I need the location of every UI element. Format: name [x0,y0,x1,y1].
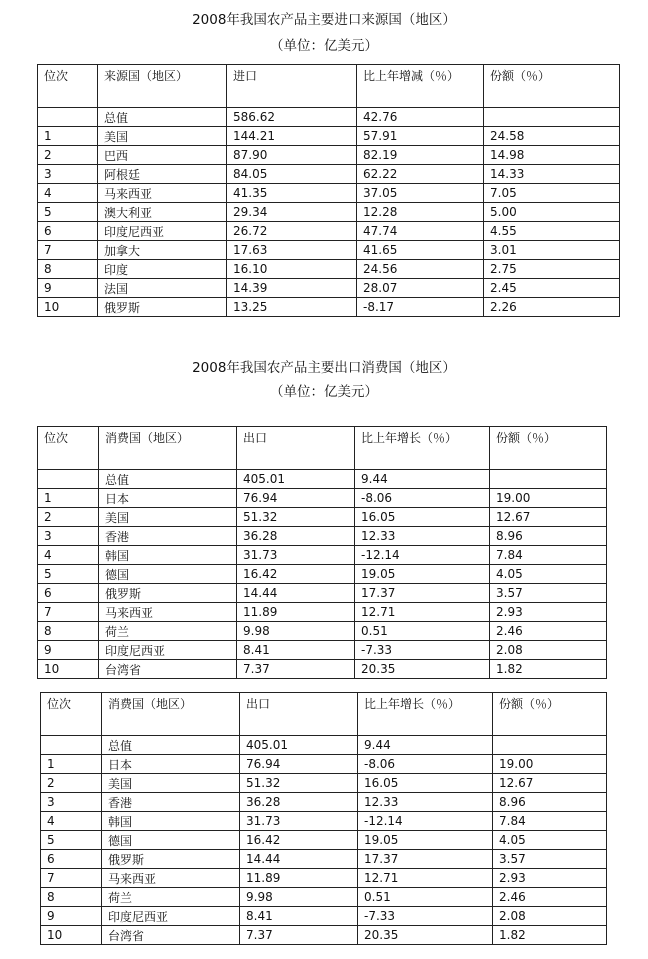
share-cell: 2.46 [490,622,607,641]
import-table-title: 2008年我国农产品主要进口来源国（地区） [192,12,456,28]
header-rank-cell: 位次 [38,65,98,108]
change-cell: 0.51 [355,622,490,641]
rank-cell: 7 [38,603,99,622]
country-cell: 日本 [102,755,240,774]
country-cell: 印度尼西亚 [98,222,227,241]
table-row [38,279,620,298]
header-rank-cell: 位次 [38,427,99,470]
share-cell: 3.57 [490,584,607,603]
header-rank-cell: 位次 [41,693,102,736]
table-row [41,812,607,831]
country-cell: 法国 [98,279,227,298]
amount-cell: 87.90 [227,146,357,165]
share-cell: 4.05 [493,831,607,850]
change-cell: -7.33 [355,641,490,660]
share-cell: 2.08 [493,907,607,926]
change-cell: 19.05 [355,565,490,584]
rank-cell: 5 [41,831,102,850]
rank-cell: 3 [38,165,98,184]
share-cell: 2.08 [490,641,607,660]
share-cell: 1.82 [490,660,607,679]
amount-cell: 36.28 [237,527,355,546]
share-cell: 12.67 [493,774,607,793]
amount-cell: 76.94 [237,489,355,508]
share-cell: 1.82 [493,926,607,945]
export-table [37,426,607,679]
amount-cell: 16.42 [237,565,355,584]
share-cell: 7.05 [484,184,620,203]
amount-cell: 51.32 [240,774,358,793]
share-cell: 2.93 [493,869,607,888]
change-cell: 82.19 [357,146,484,165]
share-cell: 12.67 [490,508,607,527]
rank-cell: 2 [38,146,98,165]
rank-cell: 4 [38,184,98,203]
share-cell: 8.96 [490,527,607,546]
change-cell: 28.07 [357,279,484,298]
change-cell: -8.06 [355,489,490,508]
share-cell [490,470,607,489]
share-cell: 2.75 [484,260,620,279]
share-cell: 2.93 [490,603,607,622]
country-cell: 阿根廷 [98,165,227,184]
change-cell: 9.44 [358,736,493,755]
amount-cell: 405.01 [237,470,355,489]
table-row [38,489,607,508]
export-table-unit: （单位：亿美元） [270,384,378,400]
country-cell: 德国 [102,831,240,850]
change-cell: 20.35 [358,926,493,945]
country-cell: 韩国 [99,546,237,565]
table-row [38,203,620,222]
country-cell: 美国 [98,127,227,146]
table-row [38,165,620,184]
rank-cell: 8 [38,622,99,641]
rank-cell: 7 [41,869,102,888]
rank-cell: 10 [38,660,99,679]
header-amount-cell: 出口 [240,693,358,736]
share-cell: 8.96 [493,793,607,812]
rank-cell: 9 [38,641,99,660]
share-cell: 7.84 [490,546,607,565]
amount-cell: 405.01 [240,736,358,755]
change-cell: 17.37 [358,850,493,869]
rank-cell: 6 [41,850,102,869]
share-cell: 2.46 [493,888,607,907]
rank-cell: 5 [38,565,99,584]
header-share-cell: 份额（％） [493,693,607,736]
amount-cell: 17.63 [227,241,357,260]
table-row [41,793,607,812]
rank-cell: 2 [38,508,99,527]
table-row [41,850,607,869]
share-cell [484,108,620,127]
country-cell: 加拿大 [98,241,227,260]
change-cell: 37.05 [357,184,484,203]
rank-cell: 3 [41,793,102,812]
table-row [41,869,607,888]
country-cell: 台湾省 [102,926,240,945]
rank-cell [38,470,99,489]
country-cell: 俄罗斯 [102,850,240,869]
header-share-cell: 份额（％） [490,427,607,470]
rank-cell: 9 [41,907,102,926]
header-country-cell: 消费国（地区） [102,693,240,736]
amount-cell: 144.21 [227,127,357,146]
country-cell: 韩国 [102,812,240,831]
change-cell: -8.17 [357,298,484,317]
amount-cell: 16.42 [240,831,358,850]
rank-cell: 4 [41,812,102,831]
rank-cell: 1 [38,489,99,508]
table-header-row [38,427,607,470]
change-cell: 42.76 [357,108,484,127]
rank-cell: 5 [38,203,98,222]
amount-cell: 9.98 [240,888,358,907]
table-row [41,926,607,945]
rank-cell: 1 [41,755,102,774]
country-cell: 澳大利亚 [98,203,227,222]
rank-cell: 7 [38,241,98,260]
share-cell: 4.55 [484,222,620,241]
table-row [38,584,607,603]
table-row [38,508,607,527]
rank-cell: 6 [38,222,98,241]
change-cell: 57.91 [357,127,484,146]
header-change-cell: 比上年增长（％） [358,693,493,736]
country-cell: 总值 [98,108,227,127]
share-cell: 3.01 [484,241,620,260]
table-row [38,222,620,241]
table-row [38,241,620,260]
table-row [38,622,607,641]
amount-cell: 36.28 [240,793,358,812]
rank-cell: 4 [38,546,99,565]
import-table-unit: （单位：亿美元） [270,38,378,54]
amount-cell: 31.73 [240,812,358,831]
change-cell: 16.05 [355,508,490,527]
country-cell: 香港 [99,527,237,546]
table-row [38,527,607,546]
amount-cell: 8.41 [240,907,358,926]
share-cell: 4.05 [490,565,607,584]
amount-cell: 26.72 [227,222,357,241]
share-cell: 19.00 [493,755,607,774]
amount-cell: 84.05 [227,165,357,184]
amount-cell: 14.39 [227,279,357,298]
country-cell: 印度尼西亚 [99,641,237,660]
country-cell: 美国 [102,774,240,793]
rank-cell: 2 [41,774,102,793]
country-cell: 马来西亚 [99,603,237,622]
country-cell: 巴西 [98,146,227,165]
change-cell: 12.71 [358,869,493,888]
amount-cell: 31.73 [237,546,355,565]
amount-cell: 11.89 [237,603,355,622]
change-cell: 12.33 [355,527,490,546]
amount-cell: 586.62 [227,108,357,127]
table-row [38,184,620,203]
rank-cell [38,108,98,127]
total-row [38,470,607,489]
amount-cell: 41.35 [227,184,357,203]
table-row [38,298,620,317]
table-row [41,774,607,793]
country-cell: 总值 [102,736,240,755]
rank-cell: 8 [41,888,102,907]
header-share-cell: 份额（％） [484,65,620,108]
change-cell: 12.28 [357,203,484,222]
country-cell: 俄罗斯 [99,584,237,603]
share-cell: 3.57 [493,850,607,869]
table-row [38,565,607,584]
share-cell: 5.00 [484,203,620,222]
rank-cell [41,736,102,755]
country-cell: 荷兰 [99,622,237,641]
amount-cell: 9.98 [237,622,355,641]
rank-cell: 6 [38,584,99,603]
change-cell: 62.22 [357,165,484,184]
rank-cell: 9 [38,279,98,298]
amount-cell: 16.10 [227,260,357,279]
table-row [38,603,607,622]
header-country-cell: 来源国（地区） [98,65,227,108]
rank-cell: 3 [38,527,99,546]
table-row [38,641,607,660]
change-cell: 16.05 [358,774,493,793]
header-amount-cell: 进口 [227,65,357,108]
amount-cell: 13.25 [227,298,357,317]
amount-cell: 14.44 [240,850,358,869]
change-cell: 47.74 [357,222,484,241]
table-row [41,888,607,907]
amount-cell: 29.34 [227,203,357,222]
import-table [37,64,620,317]
table-row [38,146,620,165]
share-cell: 24.58 [484,127,620,146]
total-row [38,108,620,127]
amount-cell: 7.37 [237,660,355,679]
table-row [38,260,620,279]
country-cell: 日本 [99,489,237,508]
country-cell: 印度 [98,260,227,279]
change-cell: 24.56 [357,260,484,279]
share-cell: 2.26 [484,298,620,317]
change-cell: 0.51 [358,888,493,907]
country-cell: 马来西亚 [98,184,227,203]
table-header-row [41,693,607,736]
header-change-cell: 比上年增减（％） [357,65,484,108]
country-cell: 总值 [99,470,237,489]
change-cell: 41.65 [357,241,484,260]
country-cell: 香港 [102,793,240,812]
amount-cell: 11.89 [240,869,358,888]
header-country-cell: 消费国（地区） [99,427,237,470]
export-table-repeat [40,692,607,945]
amount-cell: 76.94 [240,755,358,774]
share-cell: 7.84 [493,812,607,831]
table-row [38,546,607,565]
share-cell [493,736,607,755]
country-cell: 印度尼西亚 [102,907,240,926]
table-row [38,127,620,146]
header-change-cell: 比上年增长（％） [355,427,490,470]
change-cell: -8.06 [358,755,493,774]
share-cell: 19.00 [490,489,607,508]
change-cell: -12.14 [355,546,490,565]
table-header-row [38,65,620,108]
change-cell: 9.44 [355,470,490,489]
amount-cell: 14.44 [237,584,355,603]
country-cell: 俄罗斯 [98,298,227,317]
rank-cell: 10 [38,298,98,317]
country-cell: 马来西亚 [102,869,240,888]
rank-cell: 1 [38,127,98,146]
country-cell: 荷兰 [102,888,240,907]
table-row [41,831,607,850]
export-table-title: 2008年我国农产品主要出口消费国（地区） [192,360,456,376]
country-cell: 美国 [99,508,237,527]
amount-cell: 8.41 [237,641,355,660]
change-cell: 12.71 [355,603,490,622]
change-cell: 20.35 [355,660,490,679]
amount-cell: 7.37 [240,926,358,945]
change-cell: 12.33 [358,793,493,812]
rank-cell: 8 [38,260,98,279]
share-cell: 2.45 [484,279,620,298]
country-cell: 台湾省 [99,660,237,679]
share-cell: 14.33 [484,165,620,184]
total-row [41,736,607,755]
share-cell: 14.98 [484,146,620,165]
change-cell: 19.05 [358,831,493,850]
change-cell: 17.37 [355,584,490,603]
change-cell: -12.14 [358,812,493,831]
header-amount-cell: 出口 [237,427,355,470]
country-cell: 德国 [99,565,237,584]
rank-cell: 10 [41,926,102,945]
table-row [41,907,607,926]
amount-cell: 51.32 [237,508,355,527]
table-row [41,755,607,774]
table-row [38,660,607,679]
change-cell: -7.33 [358,907,493,926]
